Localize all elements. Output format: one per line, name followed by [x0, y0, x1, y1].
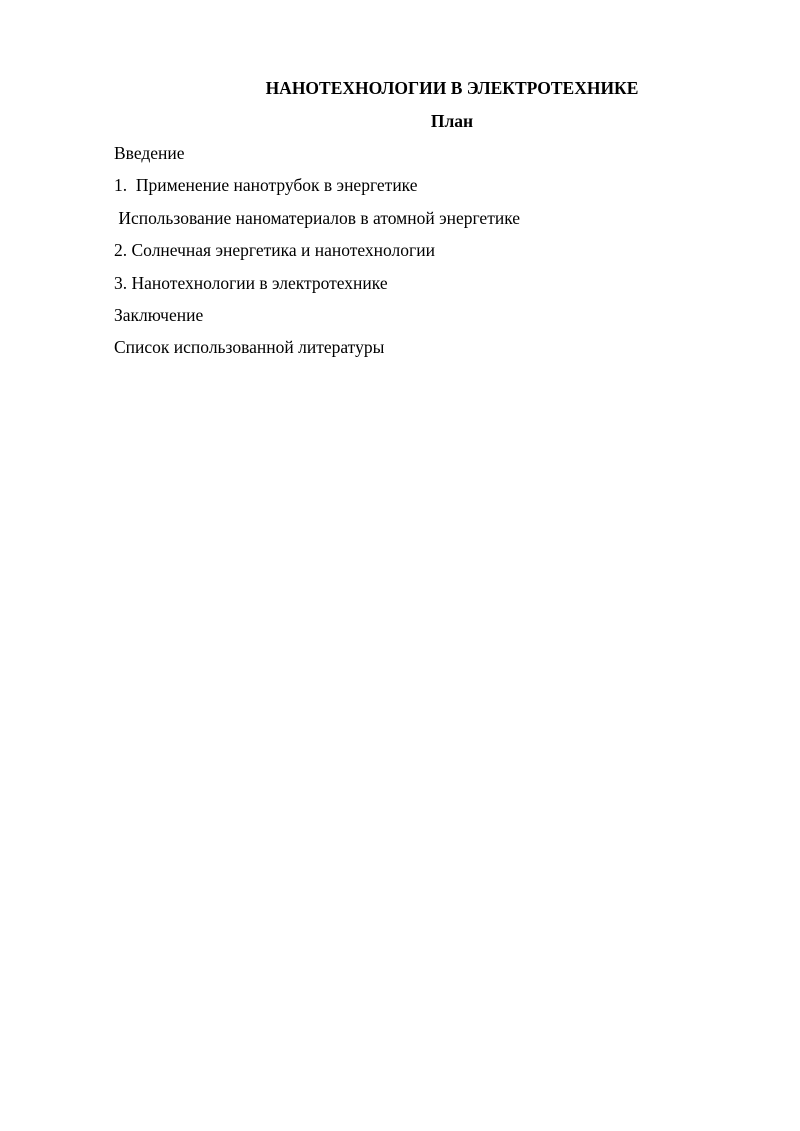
plan-heading: План — [430, 111, 474, 131]
toc-item-nanomaterials-nuclear: Использование наноматериалов в атомной энергетике — [114, 207, 521, 228]
toc-item-references: Список использованной литературы — [114, 337, 385, 358]
toc-item-nanotubes-energy: 1. Применение нанотрубок в энергетике — [114, 175, 418, 196]
toc-item-conclusion: Заключение — [114, 304, 204, 325]
toc-item-introduction: Введение — [114, 143, 185, 163]
document-title: НАНОТЕХНОЛОГИИ В ЭЛЕКТРОТЕХНИКЕ — [265, 78, 639, 98]
toc-item-solar-energy: 2. Солнечная энергетика и нанотехнологии — [114, 240, 435, 261]
toc-item-nanotech-electrotech: 3. Нанотехнологии в электротехнике — [114, 272, 388, 293]
table-of-contents — [114, 142, 734, 369]
